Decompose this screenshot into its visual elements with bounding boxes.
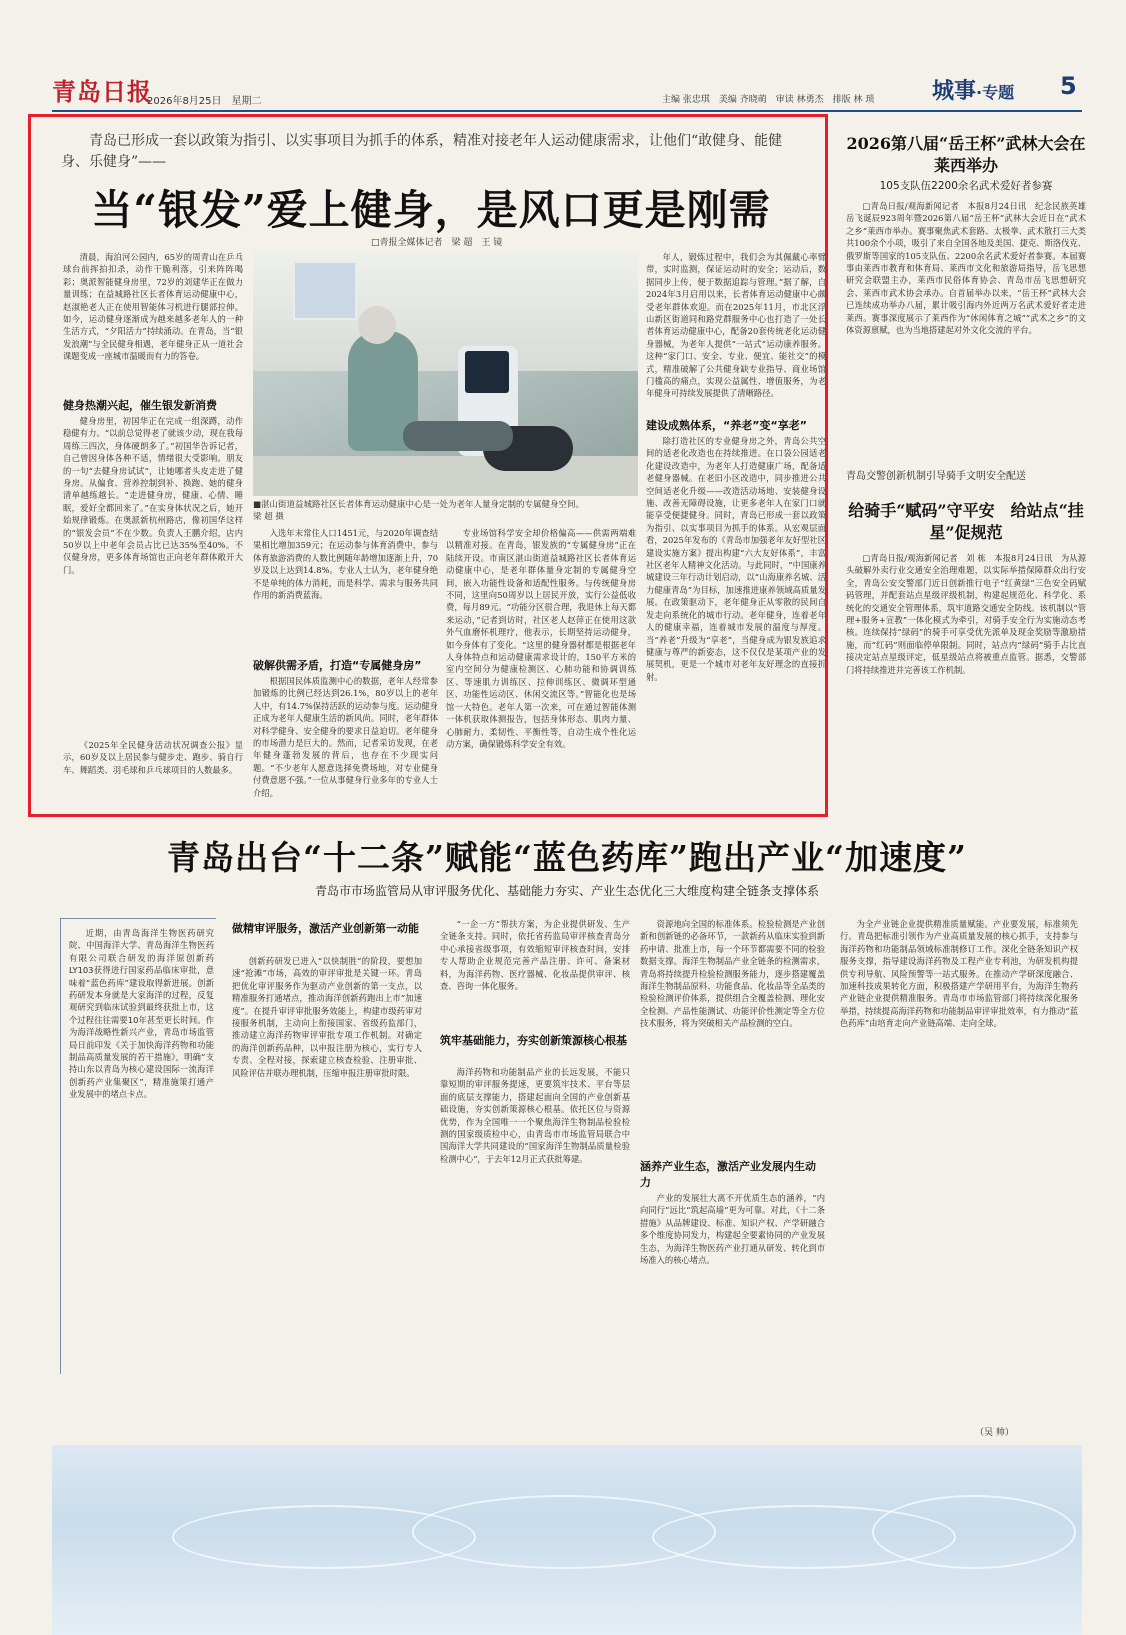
photo-head — [358, 306, 396, 344]
highlighted-feature-article[interactable] — [28, 114, 828, 817]
lower-article-subtitle: 青岛市市场监管局从审评服务优化、基础能力夯实、产业生态优化三大维度构建全链条支撑体系 — [314, 884, 819, 898]
article-column-4: 年人，锻炼过程中，我们会为其佩戴心率臂带，实时监测，保证运动时的安全；运动后，数据同步上传，便于数据追踪与管理。”据了解，自2024年3月启用以来，长者体育运动健康中心颇受老年群体欢迎。而在2025年11月，市北区浮山新区街道同和路党群服务中心也打造了一处长者体育运动健康中心，配备20套传统老化运动健身器械，为老年人提供“一站式”运动康养服务。这种“家门口、安全、专业、便宜、能社交”的模式，精准破解了公共健身缺专业指导、商业场馆门槛高的痛点，实现公益属性、增值服务，为老年健身可持续发展提供了清晰路径。 — [646, 252, 826, 399]
article-column-2b: 根据国民体质监测中心的数据，老年人经常参加锻炼的比例已经达到26.1%，80岁以上的老年人中，有14.7%保持活跃的运动参与度。运动健身正成为老年人健康生活的新风尚。同时，老年群体对科学健身、安全健身的要求日益迫切。老年健身的市场潜力是巨大的。然而，记者采访发现，在老年健身蓬勃发展的背后，也存在不少现实问题。“不少老年人愿意选择免费场地，对专业健身付费意愿不强。”一位从事健身行业多年的专业人士介绍。 — [253, 676, 438, 798]
sidebar-story2-title[interactable]: 给骑手“赋码”守平安 给站点“挂星”促规范 — [848, 501, 1084, 542]
lower-column-2: “一企一方”帮扶方案，为企业提供研发、生产全链条支持。同时，依托省药监局审评核查青岛分中心承接省级事项，有效缩短审评核查时间，安排专人帮助企业规范完善产品注册、许可、备案材料，为海洋药物、医疗器械、化妆品提供审评、核查、咨询一体化服务。 — [440, 919, 630, 992]
lower-heading-3: 涵养产业生态，激活产业发展内生动力 — [640, 1160, 816, 1189]
photo-machine-screen — [465, 351, 509, 393]
section-heading-3: 建设成熟体系，“养老”变“享老” — [646, 419, 807, 432]
sidebar-story2-kicker: 青岛交警创新机制引导骑手文明安全配送 — [846, 471, 1026, 482]
section-heading-2: 破解供需矛盾，打造“专属健身房” — [253, 659, 422, 672]
lower-heading-1: 做精审评服务，激活产业创新第一动能 — [232, 922, 419, 935]
editorial-credits: 主编 张忠琪 美编 齐晓萌 审读 林勇杰 排版 林 琐 — [662, 95, 875, 105]
newspaper-logo: 青岛日报 — [52, 77, 152, 106]
article-column-2: 入选年末常住人口1451元，与2020年调查结果相比增加359元；在运动参与体育消费中，参与体育旅游消费的人数比例随年龄增加逐渐上升，70岁及以上达到14.8%。专业人士认为，老年健身绝不是单纯的体力消耗，而是科学、需求与服务共同作用的新消费蓝海。 — [253, 528, 438, 601]
lower-article-headline[interactable]: 青岛出台“十二条”赋能“蓝色药库”跑出产业“加速度” — [167, 838, 967, 877]
article-headline: 当“银发”爱上健身，是风口更是刚需 — [91, 186, 771, 234]
masthead — [52, 70, 1082, 112]
lower-column-3b: 产业的发展壮大离不开优质生态的涵养，“内向同行”远比“筑起高墙”更为可靠。对此，《十二条措施》从品牌建设、标准、知识产权、产学研融合多个维度协同发力，构建起全要素协同的产业发展生态，为海洋生物医药产业打通从研发、转化到市场准入的核心堵点。 — [640, 1193, 825, 1266]
sidebar-story1-title[interactable]: 2026第八届“岳王杯”武林大会在莱西举办 — [846, 134, 1086, 175]
sidebar-story2-body: □青岛日报/观海新闻记者 刘 栋 本报8月24日讯 为从源头破解外卖行业交通安全治理难题，以实际举措保障群众出行安全，青岛公安交警部门近日创新推行电子“红黄绿”三色安全码赋码管理，并配套站点星级评级机制，构建起规范化、科学化、系统化的交通安全管理体系，筑牢道路交通安全防线。该机制以“管理+服务+宣教”一体化模式为牵引，对骑手安全行为实施动态考核。连续保持“绿码”的骑手可享受优先派单及现金奖励等激励措施，而“红码”则面临停单限制。同时，站点内“绿码”骑手占比直接决定站点星级评定，低星级站点将被重点监管。据悉，交警部门将持续推进并完善该工作机制。 — [846, 553, 1086, 675]
page-number: 5 — [1060, 72, 1077, 100]
decorative-dna-banner — [52, 1445, 1082, 1635]
section-suffix: ·专题 — [976, 83, 1015, 102]
article-column-1: 清晨，海泊河公园内，65岁的周青山在乒乓球台前挥拍扣杀，动作干脆利落，引来阵阵喝彩；奥派智能健身房里，72岁的刘建华正在做力量训练；在益城路社区长者体育运动健康中心，赵淑艳老人正在使用智能体习机进行腿部拉伸。如今，运动健身逐渐成为越来越多老年人的一种生活方式，“夕阳活力”持续涌动。在青岛，当“银发浪潮”与全民健身相遇，老年健身正从一道社会课题变成一座城市温暖而有力的答卷。 — [63, 252, 243, 362]
sidebar-story1-body: □青岛日报/观海新闻记者 本报8月24日讯 纪念民族英雄岳飞诞辰923周年暨2026第八届“岳王杯”武林大会近日在“武术之乡”莱西市举办。赛事聚焦武术套路、太极拳、武术散打三大类共100余个小项，吸引了来自全国各地及美国、捷克、斯洛伐克、俄罗斯等国家的105支队伍、2200余名武术爱好者参赛。本届赛事由莱西市教育和体育局、莱西市文化和旅游局指导，岳飞思想研究会联盟主办，莱西市民俗体育协会、青岛市岳飞思想研究会、莱西市武术协会承办。自首届举办以来，“岳王杯”武林大会已连续成功举办八届，累计吸引海内外近两万名武术爱好者走进莱西。赛事深度展示了莱西作为“休闲体育之城”“武术之乡”的文体资源禀赋，也为当地搭建起对外文化交流的平台。 — [846, 201, 1086, 336]
lower-heading-2: 筑牢基础能力，夯实创新策源核心根基 — [440, 1034, 627, 1047]
photo-floor — [253, 456, 638, 496]
lower-column-3: 资源地向全国的标准体系。检验检测是产业创新和创新链的必备环节，一款新药从临床实验到新药申请、批准上市，每一个环节都需要不同的检验数据支撑。海洋生物制品产业全链条的检测需求，青岛将持续提升检验检测服务能力，逐步搭建覆盖海洋生物制品原料、功能食品、化妆品等全品类的检验检测评价体系，提供组合全覆盖检测、理化安全检测、产品性能测试、功能评价性测定等全方位技术服务，将为突破相关产品检测的空白。 — [640, 919, 825, 1029]
article-photo — [253, 251, 638, 496]
lower-intro-text: 近期，由青岛海洋生物医药研究院、中国海洋大学、青岛海洋生物医药有限公司联合研发的海洋原创新药LY103获得进行国家药品临床审批，意味着“蓝色药库”建设取得新进展。创新药研发本身就是大家海洋的过程，反复观研究到临床试验到最终获批上市，这个过程往往需要10年甚至更长时间。作为海洋战略性新兴产业，青岛市场监管局日前印发《关于加快海洋药物和功能制品高质量发展的若干措施》，明确“支持山东以青岛为核心建设国际一流海洋创新药产业集聚区”，精准施策打通产业发展中的堵点卡点。 — [69, 928, 214, 1100]
section-name — [932, 74, 1014, 105]
lower-author: （吴 帅） — [975, 1428, 1014, 1438]
article-column-4b: 除打造社区的专业健身房之外，青岛公共空间的适老化改造也在持续推进。在口袋公园适老化建设改造中，为老年人打造健康广场，配备适老健身器械。在老旧小区改造中，同步推进公共空间适老化升级——改造活动场地、安装健身设施、改善无障碍设施，让更多老年人在家门口就能享受便捷健身。同时，青岛已形成一套以政策为指引、以实事项目为抓手的体系。从宏观层面看，2025年发布的《青岛市加强老年友好型社区建设实施方案》提出构建“六大友好体系”，丰富社区老年人精神文化活动。与此同时，“中国康养城建设三年行动计划启动，以“山海康养名城、活力健康青岛”为目标，加速推进康养领域高质量发展。在政策驱动下，老年健身正从零散的民间自发走向系统化的城市行动。老年健身，连着老年人的健康幸福，连着城市发展的温度与厚度。当“养老”升级为“享老”，当健身成为银发族追求健康与尊严的新姿态，这不仅仅是某项产业的发展契机，更是一个城市对老年友好理念的直接折射。 — [646, 436, 826, 682]
sidebar-story1-subtitle: 105支队伍2200余名武术爱好者参赛 — [879, 180, 1053, 192]
section-label: 城事 — [932, 79, 977, 104]
helix-ring-4 — [872, 1495, 1076, 1569]
article-column-3: 专业场馆科学安全却价格偏高——供需两端难以精准对接。在青岛，银发族的“专属健身房”正在陆续开设。市南区湛山街道益城路社区长者体育运动健康中心，是老年群体量身定制的专属健身空间，嵌入功能性设备和适配性服务。与传统健身房不同，这里向50周岁以上居民开放，实行公益低收费，每月89元。“功能分区很合理，我退休上每天都来运动，”记者到访时，社区老人赵萍正在使用这款外气血磨怀机理疗，他表示，长期坚持运动健身，如今身体有了变化。“这里的健身器材都是根据老年人身体特点和运动健康需求设计的，150平方米的室内空间分为健康检测区、心肺功能和协调训练区、等速肌力训练区、拉伸训练区、微调环型通区、功能性运动区、休闲交流区等。”智能化也是场馆一大特色。老年人第一次来，可在通过智能体测一体机获取体测报告，包括身体形态、肌肉力量、心肺耐力、柔韧性、平衡性等，自动生成个性化运动方案，确保锻炼科学安全有效。 — [446, 528, 636, 749]
lower-column-1: 创新药研发已进入“以快制胜”的阶段，要想加速“抢滩”市场，高效的审评审批是关键一环。青岛把优化审评服务作为驱动产业创新的第一支点，以精准服务打通堵点，推动海洋创新药跑出上市“加速度”。在提升审评审批服务效能上，构建市级药审对接服务机制，主动向上衔接国家、省级药监部门，推动建立海洋药物审评审批专项工作机制。对确定的海洋创新药品种，以申报注册为核心，实行专人专责、全程对接，探索建立核查检验、注册审批、风险评估并联办理机制，压缩申报注册审批时限。 — [232, 956, 422, 1078]
article-byline: □青报全媒体记者 梁 超 王 镜 — [371, 238, 503, 248]
lower-column-4: 为全产业链企业提供精准质量赋能。产业要发展，标准须先行。青岛把标准引领作为产业高质量发展的核心抓手，支持参与海洋药物和功能制品领域标准制修订工作。深化全链条知识产权服务支撑，指导建设海洋药物及工程产业专利池，为研发机构提供专利导航、风险预警等一站式服务。在推动产学研深度融合、加速科技成果转化方面，积极搭建产学研用平台，为海洋生物药产业链企业提供精准服务。青岛市市场监管部门将持续深化服务举措，持续提高海洋药物和功能制品审评审批效率，有力推动“蓝色药库”由培育走向产业链高端、走向全球。 — [840, 919, 1078, 1029]
article-column-1c: 《2025年全民健身活动状况调查公报》显示，60岁及以上居民参与健步走、跑步、骑自行车、舞蹈类、羽毛球和乒乓球项目的人数最多。 — [63, 740, 243, 775]
lower-intro-box — [60, 918, 216, 1374]
article-column-1b: 健身房里，初国华正在完成一组深蹲，动作稳健有力。“以前总觉得老了就该少动，现在我每周练三四次，身体硬朗多了。”初国华告诉记者，自己曾因身体各种不适，情绪很大受影响。朋友的一句“去健身房试试”，让她哪者头皮走进了健身房。从偏食、营养控制到补、换跑、她的健身清单越练越长。“走进健身房，健康、心情、睡眠，爱好全都回来了。”在实身体状况之后，她开始规律锻炼。在奥派新杭州路店，像初国华这样的“银发会员”不在少数。负责人王鹏介绍，店内50岁以上中老年会员占比已达35%至40%。不仅健身房，更多体育场馆也正向老年群体敞开大门。 — [63, 416, 243, 575]
article-kicker: 青岛已形成一套以政策为指引、以实事项目为抓手的体系，精准对接老年人运动健康需求，让他们“敢健身、能健身、乐健身”—— — [61, 133, 783, 170]
photo-caption: ■湛山街道益城路社区长者体育运动健康中心是一处为老年人量身定制的专属健身空间。 梁 超 摄 — [253, 500, 648, 522]
lower-column-2b: 海洋药物和功能制品产业的长远发展，不能只靠短期的审评服务提速，更要筑牢技术、平台等层面的底层支撑能力，搭建起面向全国的产业创新基础设施，夯实创新策源核心根基。依托区位与资源优势，作为全国唯一一个聚焦海洋生物制品检验检测的国家级质检中心，由青岛市市场监管局联合中国海洋大学共同建设的“国家海洋生物制品质量检验检测中心”，于去年12月正式获批筹建。 — [440, 1067, 630, 1164]
issue-date: 2026年8月25日 星期二 — [147, 96, 262, 107]
photo-legs — [403, 421, 513, 451]
section-heading-1: 健身热潮兴起，催生银发新消费 — [63, 399, 217, 412]
photo-window — [293, 261, 357, 320]
